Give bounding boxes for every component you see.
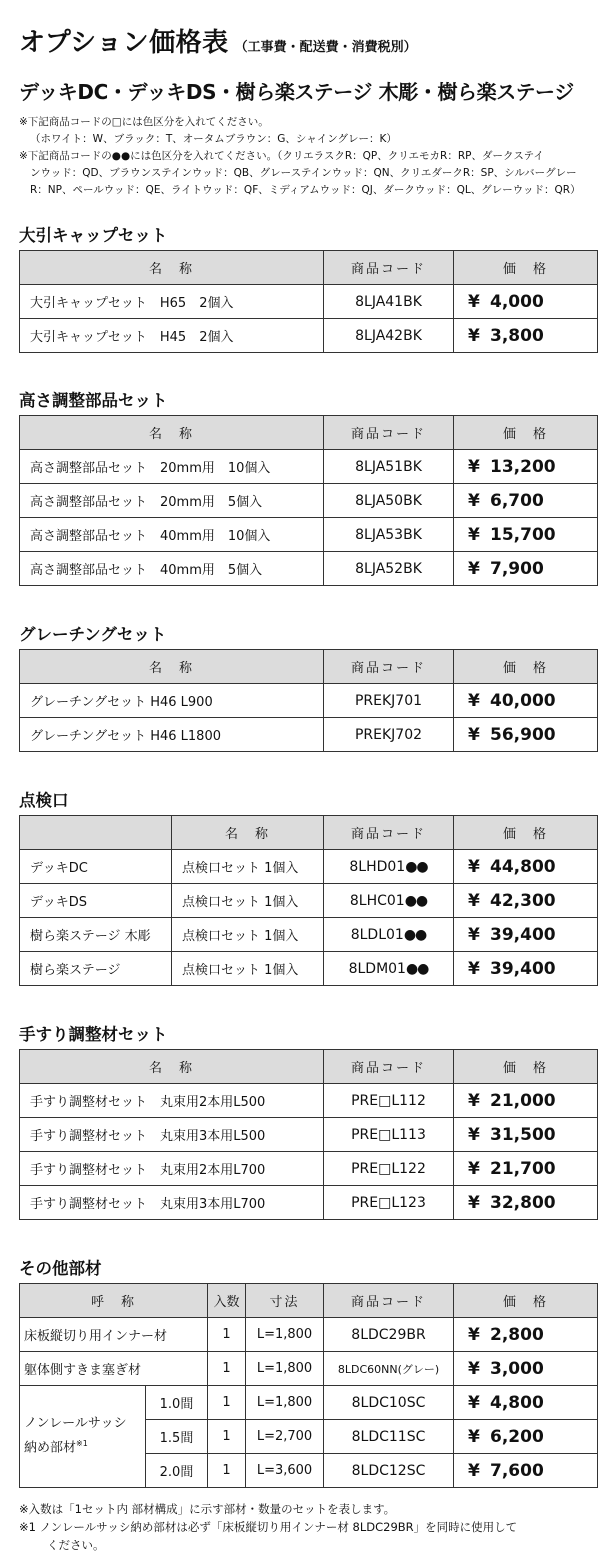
- price-value: 4,000: [490, 291, 544, 312]
- yen-sign: ¥: [468, 690, 480, 711]
- table-header-row: [20, 816, 598, 850]
- product-name: 手すり調整材セット 丸束用3本用L500: [20, 1118, 324, 1152]
- page-title-note: （工事費・配送費・消費税別）: [234, 40, 417, 55]
- table-header-row: [20, 251, 598, 285]
- height-table: [19, 415, 598, 586]
- product-qty: 1: [208, 1352, 246, 1386]
- price-value: 21,000: [490, 1090, 556, 1111]
- product-price: [454, 1084, 598, 1118]
- product-code: PRE□L123: [324, 1186, 454, 1220]
- product-price: [454, 450, 598, 484]
- product-price: [454, 718, 598, 752]
- footnote-line: ※1 ノンレールサッシ納め部材は必ず「床板縦切り用インナー材 8LDC29BR」を同時に使用して: [19, 1520, 518, 1534]
- product-span: 2.0間: [146, 1454, 208, 1488]
- product-code: 8LJA51BK: [324, 450, 454, 484]
- price-value: 3,000: [490, 1358, 544, 1379]
- product-code: 8LDC10SC: [324, 1386, 454, 1420]
- table-row: [20, 319, 598, 353]
- model-name: 樹ら楽ステージ 木彫: [20, 918, 172, 952]
- price-value: 7,600: [490, 1460, 544, 1481]
- table-row: [20, 450, 598, 484]
- yen-sign: ¥: [468, 291, 480, 312]
- model-name: デッキDC: [20, 850, 172, 884]
- table-row: [20, 718, 598, 752]
- product-name: グレーチングセット H46 L900: [20, 684, 324, 718]
- price-value: 6,700: [490, 490, 544, 511]
- footnote-line: ※入数は「1セット内 部材構成」に示す部材・数量のセットを表します。: [19, 1502, 396, 1516]
- column-header-price: 価 格: [454, 1284, 598, 1318]
- product-code: [324, 850, 454, 884]
- handrail-table: [19, 1049, 598, 1220]
- product-code: [324, 918, 454, 952]
- product-name: 高さ調整部品セット 40mm用 5個入: [20, 552, 324, 586]
- product-price: [454, 1186, 598, 1220]
- product-price: [454, 1454, 598, 1488]
- table-row: [20, 1386, 598, 1420]
- column-header-price: 価 格: [454, 1050, 598, 1084]
- price-value: 40,000: [490, 690, 556, 711]
- product-code: 8LJA42BK: [324, 319, 454, 353]
- note-line: R：NP、ペールウッド：QE、ライトウッド：QF、ミディアムウッド：QJ、ダークウッド：QL、グレーウッド：QR）: [30, 184, 581, 196]
- page-title: オプション価格表: [19, 28, 229, 58]
- price-value: 2,800: [490, 1324, 544, 1345]
- product-price: [454, 684, 598, 718]
- column-header-call-name: 呼 称: [20, 1284, 208, 1318]
- price-value: 31,500: [490, 1124, 556, 1145]
- code-text: 8LHC01: [349, 892, 405, 909]
- price-value: 3,800: [490, 325, 544, 346]
- yen-sign: ¥: [468, 890, 480, 911]
- color-placeholder-dots: ●●: [405, 960, 429, 977]
- yen-sign: ¥: [468, 1192, 480, 1213]
- column-header-price: 価 格: [454, 416, 598, 450]
- product-price: [454, 952, 598, 986]
- note-line: ンウッド：QD、ブラウンステインウッド：QB、グレーステインウッド：QN、クリエダークR：SP、シルバーグレー: [30, 167, 577, 179]
- section-title-grating: グレーチングセット: [19, 625, 167, 644]
- price-value: 4,800: [490, 1392, 544, 1413]
- product-name: 手すり調整材セット 丸束用2本用L500: [20, 1084, 324, 1118]
- column-header-name: 名 称: [20, 1050, 324, 1084]
- yen-sign: ¥: [468, 856, 480, 877]
- column-header-blank: [20, 816, 172, 850]
- price-value: 32,800: [490, 1192, 556, 1213]
- yen-sign: ¥: [468, 1460, 480, 1481]
- price-value: 56,900: [490, 724, 556, 745]
- product-code: 8LDC60NN(グレー): [324, 1352, 454, 1386]
- color-code-notes: [19, 114, 609, 199]
- product-size: L=1,800: [246, 1318, 324, 1352]
- product-price: [454, 484, 598, 518]
- yen-sign: ¥: [468, 490, 480, 511]
- product-span: 1.0間: [146, 1386, 208, 1420]
- color-placeholder-dots: ●●: [405, 858, 428, 875]
- product-qty: 1: [208, 1420, 246, 1454]
- column-header-code: 商品コード: [324, 816, 454, 850]
- product-name: 手すり調整材セット 丸束用3本用L700: [20, 1186, 324, 1220]
- table-row: [20, 684, 598, 718]
- table-row: [20, 1118, 598, 1152]
- column-header-price: 価 格: [454, 816, 598, 850]
- footnote-line: ください。: [47, 1538, 105, 1552]
- table-row: [20, 1318, 598, 1352]
- product-code: 8LJA52BK: [324, 552, 454, 586]
- price-value: 13,200: [490, 456, 556, 477]
- product-price: [454, 319, 598, 353]
- footnote-marker: ※1: [76, 1439, 88, 1449]
- product-price: [454, 918, 598, 952]
- product-name: 高さ調整部品セット 40mm用 10個入: [20, 518, 324, 552]
- product-name: 高さ調整部品セット 20mm用 5個入: [20, 484, 324, 518]
- product-name: グレーチングセット H46 L1800: [20, 718, 324, 752]
- product-span: 1.5間: [146, 1420, 208, 1454]
- table-header-row: [20, 1284, 598, 1318]
- model-name: 樹ら楽ステージ: [20, 952, 172, 986]
- code-text: 8LDL01: [350, 926, 404, 943]
- product-price: [454, 1318, 598, 1352]
- product-price: [454, 884, 598, 918]
- section-title-inspection: 点検口: [19, 791, 69, 810]
- yen-sign: ¥: [468, 1358, 480, 1379]
- product-code: [324, 952, 454, 986]
- code-text: 8LDM01: [348, 960, 406, 977]
- yen-sign: ¥: [468, 1392, 480, 1413]
- grating-table: [19, 649, 598, 752]
- note-line: ※下記商品コードの□には色区分を入れてください。: [19, 116, 269, 128]
- section-title-handrail: 手すり調整材セット: [19, 1025, 168, 1044]
- note-line: ※下記商品コードの●●には色区分を入れてください。（クリエラスクR：QP、クリエモカR：RP、ダークステイ: [19, 150, 544, 162]
- product-code: 8LJA50BK: [324, 484, 454, 518]
- product-code: 8LDC11SC: [324, 1420, 454, 1454]
- table-row: [20, 884, 598, 918]
- section-title-height: 高さ調整部品セット: [19, 391, 168, 410]
- yen-sign: ¥: [468, 1090, 480, 1111]
- column-header-code: 商品コード: [324, 650, 454, 684]
- product-qty: 1: [208, 1318, 246, 1352]
- table-row: [20, 1084, 598, 1118]
- table-header-row: [20, 1050, 598, 1084]
- price-value: 15,700: [490, 524, 556, 545]
- product-price: [454, 1386, 598, 1420]
- column-header-name: 名 称: [172, 816, 324, 850]
- table-row: [20, 918, 598, 952]
- product-code: PRE□L113: [324, 1118, 454, 1152]
- code-text: 8LHD01: [349, 858, 406, 875]
- price-value: 44,800: [490, 856, 556, 877]
- product-name: 大引キャップセット H65 2個入: [20, 285, 324, 319]
- yen-sign: ¥: [468, 1124, 480, 1145]
- table-row: [20, 850, 598, 884]
- table-row: [20, 1152, 598, 1186]
- product-code: 8LJA53BK: [324, 518, 454, 552]
- product-name: 床板縦切り用インナー材: [20, 1318, 208, 1352]
- column-header-code: 商品コード: [324, 416, 454, 450]
- product-name: 躯体側すきま塞ぎ材: [20, 1352, 208, 1386]
- yen-sign: ¥: [468, 924, 480, 945]
- product-name: 手すり調整材セット 丸束用2本用L700: [20, 1152, 324, 1186]
- cap-table: [19, 250, 598, 353]
- table-row: [20, 518, 598, 552]
- color-placeholder-dots: ●●: [403, 926, 427, 943]
- page-title-row: [19, 22, 417, 59]
- yen-sign: ¥: [468, 325, 480, 346]
- product-name: 点検口セット 1個入: [172, 918, 324, 952]
- group-name-line1: ノンレールサッシ: [24, 1416, 127, 1432]
- product-size: L=1,800: [246, 1352, 324, 1386]
- product-price: [454, 552, 598, 586]
- product-code: PRE□L112: [324, 1084, 454, 1118]
- note-line: （ホワイト：W、ブラック：T、オータムブラウン：G、シャイングレー：K）: [30, 133, 397, 145]
- product-name: 高さ調整部品セット 20mm用 10個入: [20, 450, 324, 484]
- product-code: 8LDC29BR: [324, 1318, 454, 1352]
- column-header-code: 商品コード: [324, 251, 454, 285]
- table-row: [20, 952, 598, 986]
- yen-sign: ¥: [468, 1324, 480, 1345]
- product-code: PREKJ702: [324, 718, 454, 752]
- yen-sign: ¥: [468, 524, 480, 545]
- column-header-name: 名 称: [20, 251, 324, 285]
- price-value: 6,200: [490, 1426, 544, 1447]
- price-value: 7,900: [490, 558, 544, 579]
- table-header-row: [20, 650, 598, 684]
- footnotes: [19, 1500, 609, 1554]
- product-code: [324, 884, 454, 918]
- table-row: [20, 285, 598, 319]
- color-placeholder-dots: ●●: [404, 892, 428, 909]
- model-name: デッキDS: [20, 884, 172, 918]
- product-price: [454, 285, 598, 319]
- other-parts-table: [19, 1283, 598, 1488]
- table-header-row: [20, 416, 598, 450]
- yen-sign: ¥: [468, 958, 480, 979]
- product-price: [454, 1352, 598, 1386]
- table-row: [20, 552, 598, 586]
- yen-sign: ¥: [468, 1426, 480, 1447]
- inspection-table: [19, 815, 598, 986]
- column-header-price: 価 格: [454, 251, 598, 285]
- product-code: 8LDC12SC: [324, 1454, 454, 1488]
- yen-sign: ¥: [468, 724, 480, 745]
- product-size: L=3,600: [246, 1454, 324, 1488]
- product-price: [454, 850, 598, 884]
- product-code: PREKJ701: [324, 684, 454, 718]
- yen-sign: ¥: [468, 1158, 480, 1179]
- table-row: [20, 1352, 598, 1386]
- product-name: 点検口セット 1個入: [172, 952, 324, 986]
- yen-sign: ¥: [468, 558, 480, 579]
- table-row: [20, 1186, 598, 1220]
- group-name-line2: [24, 1434, 145, 1458]
- column-header-code: 商品コード: [324, 1284, 454, 1318]
- section-title-cap: 大引キャップセット: [19, 226, 168, 245]
- product-name: 大引キャップセット H45 2個入: [20, 319, 324, 353]
- column-header-name: 名 称: [20, 650, 324, 684]
- price-value: 42,300: [490, 890, 556, 911]
- price-value: 39,400: [490, 958, 556, 979]
- column-header-code: 商品コード: [324, 1050, 454, 1084]
- product-price: [454, 1118, 598, 1152]
- product-price: [454, 518, 598, 552]
- column-header-price: 価 格: [454, 650, 598, 684]
- column-header-size: 寸法: [246, 1284, 324, 1318]
- product-price: [454, 1420, 598, 1454]
- yen-sign: ¥: [468, 456, 480, 477]
- section-title-other: その他部材: [19, 1259, 102, 1278]
- product-name: 点検口セット 1個入: [172, 850, 324, 884]
- column-header-qty: 入数: [208, 1284, 246, 1318]
- price-value: 21,700: [490, 1158, 556, 1179]
- product-size: L=2,700: [246, 1420, 324, 1454]
- product-code: 8LJA41BK: [324, 285, 454, 319]
- group-name-line2-text: 納め部材: [24, 1440, 77, 1456]
- product-code: PRE□L122: [324, 1152, 454, 1186]
- price-value: 39,400: [490, 924, 556, 945]
- product-size: L=1,800: [246, 1386, 324, 1420]
- product-price: [454, 1152, 598, 1186]
- column-header-name: 名 称: [20, 416, 324, 450]
- table-row: [20, 484, 598, 518]
- group-name-nonrail-sash: [20, 1386, 146, 1488]
- page-subtitle: デッキDC・デッキDS・樹ら楽ステージ 木彫・樹ら楽ステージ: [19, 80, 574, 104]
- product-name: 点検口セット 1個入: [172, 884, 324, 918]
- product-qty: 1: [208, 1386, 246, 1420]
- product-qty: 1: [208, 1454, 246, 1488]
